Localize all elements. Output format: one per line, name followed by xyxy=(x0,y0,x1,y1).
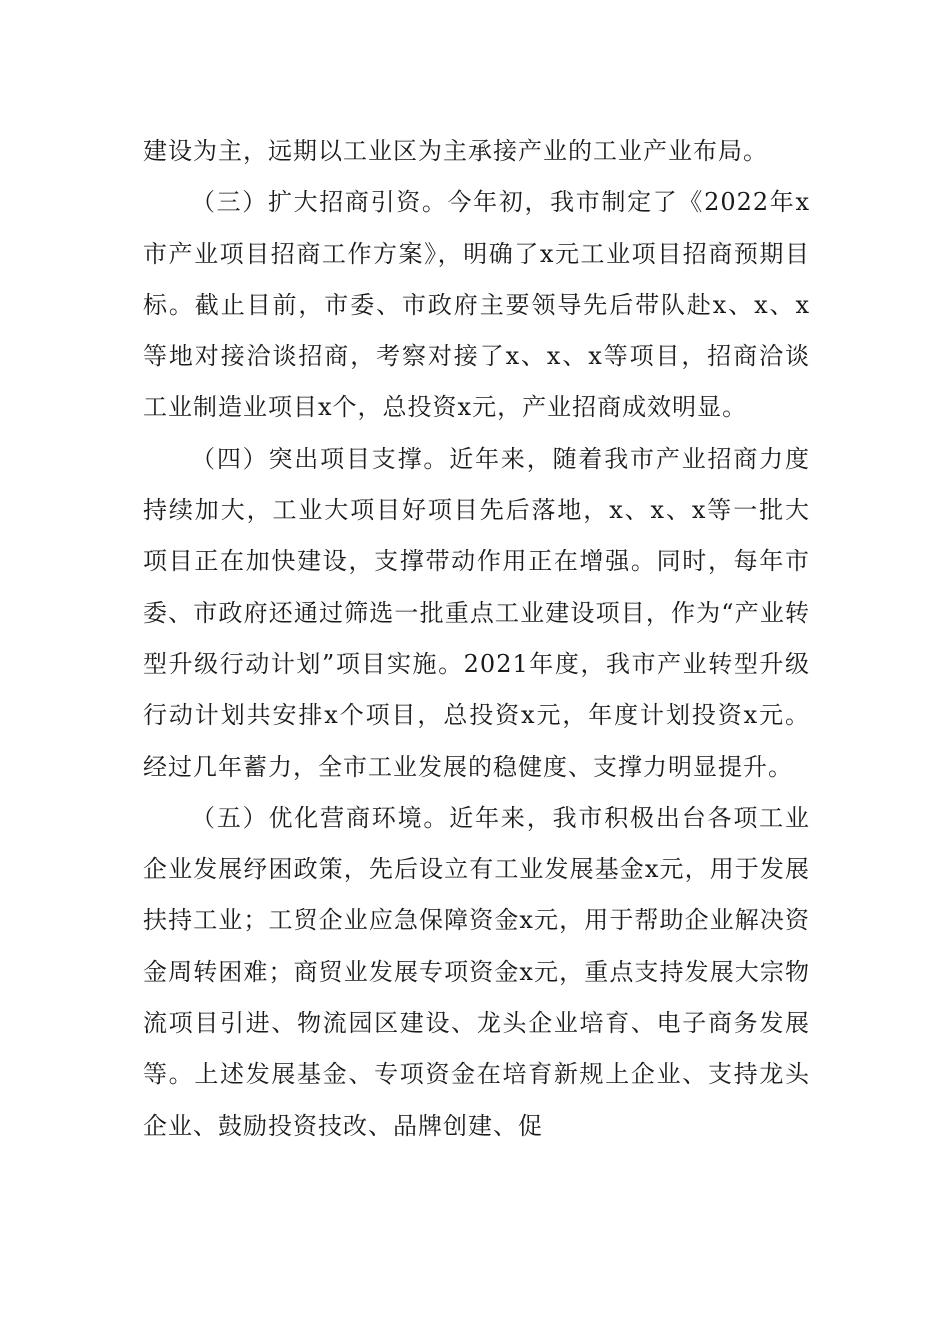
paragraph-continuation: 建设为主，远期以工业区为主承接产业的工业产业布局。 xyxy=(143,137,768,165)
document-body xyxy=(143,126,810,1152)
paragraph-project-support: （四）突出项目支撑。近年来，随着我市产业招商力度持续加大，工业大项目好项目先后落地，x、x、x等一批大项目正在加快建设，支撑带动作用正在增强。同时，每年市委、市政府还通过筛选一批重点工业建设项目，作为“产业转型升级行动计划”项目实施。2021年度，我市产业转型升级行动计划共安排x个项目，总投资x元，年度计划投资x元。经过几年蓄力，全市工业发展的稳健度、支撑力明显提升。 xyxy=(143,444,810,781)
paragraph-business-environment: （五）优化营商环境。近年来，我市积极出台各项工业企业发展纾困政策，先后设立有工业发展基金x元，用于发展扶持工业；工贸企业应急保障资金x元，用于帮助企业解决资金周转困难；商贸业发展专项资金x元，重点支持发展大宗物流项目引进、物流园区建设、龙头企业培育、电子商务发展等。上述发展基金、专项资金在培育新规上企业、支持龙头企业、鼓励投资技改、品牌创建、促 xyxy=(143,803,810,1140)
paragraph-attract-investment: （三）扩大招商引资。今年初，我市制定了《2022年x市产业项目招商工作方案》，明确了x元工业项目招商预期目标。截止目前，市委、市政府主要领导先后带队赴x、x、x等地对接洽谈招商，考察对接了x、x、x等项目，招商洽谈工业制造业项目x个，总投资x元，产业招商成效明显。 xyxy=(143,188,810,422)
